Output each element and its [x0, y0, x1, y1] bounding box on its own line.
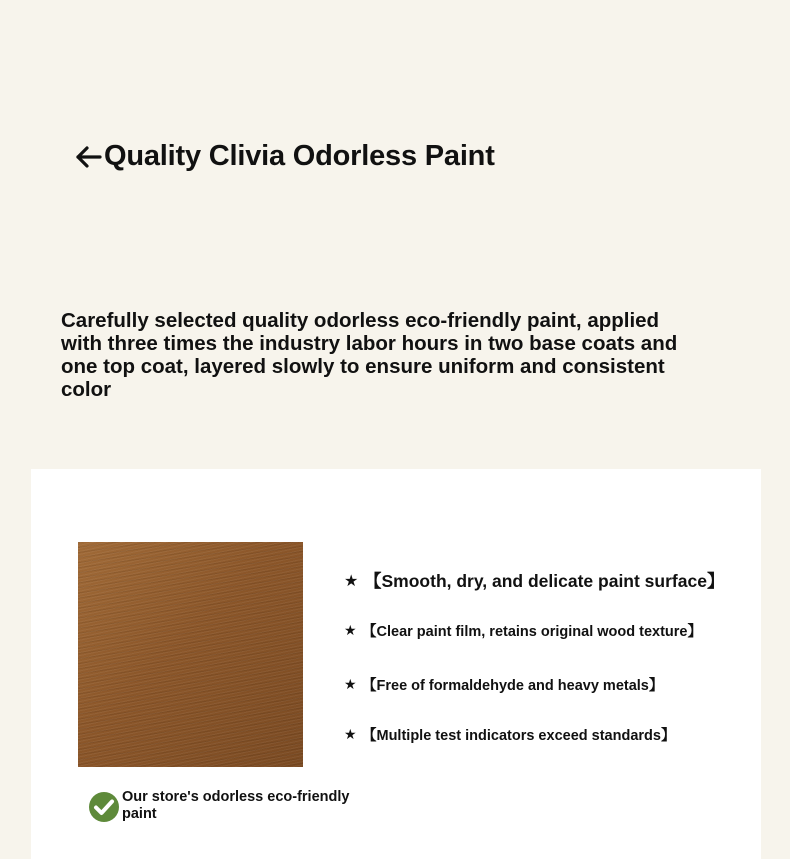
- star-icon: ★: [344, 726, 357, 742]
- caption-text: Our store's odorless eco-friendly paint: [122, 789, 350, 822]
- wood-texture-image: [78, 542, 303, 767]
- product-feature-card: [31, 469, 761, 859]
- page-title: Quality Clivia Odorless Paint: [104, 140, 495, 172]
- feature-label: 【Multiple test indicators exceed standards】: [362, 728, 676, 744]
- feature-item: [344, 674, 663, 695]
- feature-label: 【Free of formaldehyde and heavy metals】: [362, 678, 664, 694]
- feature-item: [344, 724, 675, 745]
- image-caption: [88, 789, 357, 823]
- check-circle-icon: [88, 791, 120, 823]
- star-icon: ★: [344, 572, 359, 590]
- page-header: [74, 140, 495, 173]
- feature-label: 【Clear paint film, retains original wood texture】: [362, 624, 702, 640]
- feature-item: [344, 620, 702, 641]
- star-icon: ★: [344, 622, 357, 638]
- left-arrow-icon[interactable]: [74, 143, 102, 171]
- feature-label: 【Smooth, dry, and delicate paint surface】: [364, 571, 725, 591]
- intro-paragraph: Carefully selected quality odorless eco-friendly paint, applied with three times the industry labor hours in two base coats and one top coat, layered slowly to ensure uniform and consistent color: [61, 309, 678, 401]
- feature-item: [344, 568, 724, 593]
- star-icon: ★: [344, 676, 357, 692]
